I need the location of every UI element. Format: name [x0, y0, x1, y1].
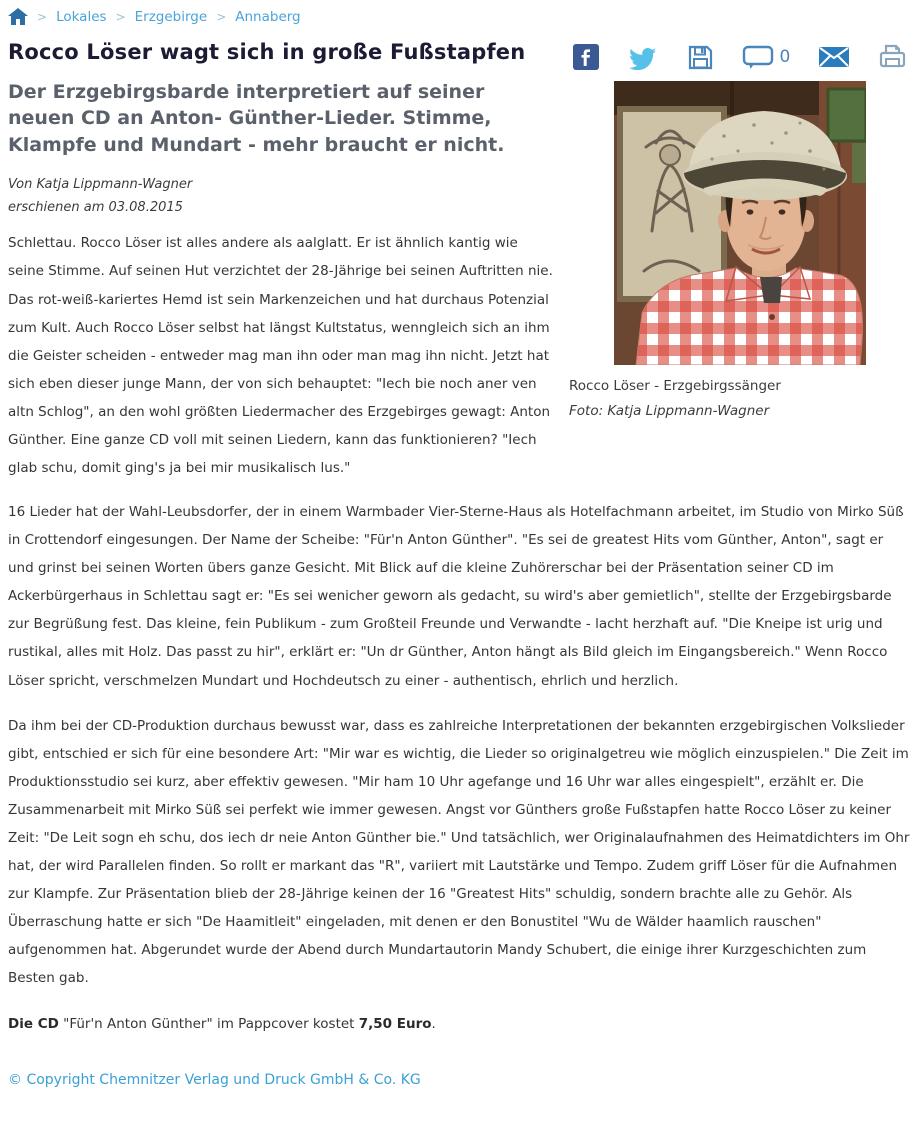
breadcrumb [8, 8, 913, 26]
breadcrumb-item-lokales[interactable]: Lokales [56, 9, 107, 25]
breadcrumb-separator: > [37, 10, 48, 24]
share-toolbar [567, 40, 913, 72]
article-subtitle: Der Erzgebirgsbarde interpretiert auf seiner neuen CD an Anton- Günther-Lieder. Stimme, Klampfe und Mundart - mehr braucht er nicht. [8, 81, 505, 156]
photo-caption: Rocco Löser - Erzgebirgssänger [569, 378, 781, 394]
article-paragraph-2: 16 Lieder hat der Wahl-Leubsdorfer, der in einem Warmbader Vier-Sterne-Haus als Hotelfachmann arbeitet, im Studio von Mirko Süß in Crottendorf eingesungen. Der Name der Scheibe: "Für'n Anton Günther". "Es sei de greatest Hits vom Günther, Anton", sagt er und grinst bei seinen Worten übers ganze Gesicht. Mit Blick auf die kleine Zuhörerschar bei der Präsentation seiner CD im Ackerbürgerhaus in Schlettau sagt er: "Es sei wenicher geworn als gedacht, su wird's aber gemietlich", stellte der Erzgebirgsbarde zur Begrüßung fest. Das kleine, fein Publikum - zum Großteil Freunde und Verwandte - lacht herzhaft auf. "Die Kneipe ist urig und rustikal, alles mit Holz. Das passt zu hir", erklärt er: "Un dr Günther, Anton hängt als Bild gleich im Eingangsbereich." Wenn Rocco Löser spricht, verschmelzen Mundart und Hochdeutsch zu einer - authentisch, ehrlich und herzlich. [8, 504, 904, 689]
facebook-icon [573, 44, 599, 70]
save-disk-icon [687, 44, 714, 71]
print-button[interactable] [878, 43, 907, 71]
photo-credit: Foto: Katja Lippmann-Wagner [569, 403, 770, 419]
save-button[interactable] [687, 44, 714, 71]
breadcrumb-separator: > [115, 10, 126, 24]
author-line: Von Katja Lippmann-Wagner [8, 176, 193, 192]
page-title: Rocco Löser wagt sich in große Fußstapfen [8, 40, 526, 64]
article-body [8, 498, 913, 1088]
home-icon[interactable] [8, 8, 28, 26]
breadcrumb-separator: > [216, 10, 227, 24]
comment-bubble-icon [742, 44, 774, 71]
comments-button[interactable] [742, 44, 790, 71]
byline [8, 174, 553, 220]
cd-price-body: "Für'n Anton Günther" im Pappcover kostet [58, 1016, 359, 1033]
twitter-icon [628, 44, 658, 70]
article-media-column [567, 40, 913, 482]
cd-price-value: 7,50 Euro [358, 1016, 432, 1033]
cd-price-lead: Die CD [8, 1016, 59, 1033]
twitter-share-button[interactable] [628, 44, 658, 70]
comment-count: 0 [779, 47, 791, 67]
cd-price-line [8, 1011, 913, 1038]
facebook-share-button[interactable] [573, 44, 599, 70]
copyright-line [8, 1072, 913, 1088]
article-lead-column [8, 40, 553, 482]
email-share-button[interactable] [819, 45, 849, 69]
article-photo [614, 81, 866, 365]
email-envelope-icon [819, 45, 849, 69]
article-paragraph-1: Schlettau. Rocco Löser ist alles andere als aalglatt. Er ist ähnlich kantig wie seine Stimme. Auf seinen Hut verzichtet der 28-Jährige bei seinen Auftritten nie. Das rot-weiß-kariertes Hemd ist sein Markenzeichen und hat durchaus Potenzial zum Kult. Auch Rocco Löser selbst hat längst Kultstatus, wenngleich sich an ihm die Geister scheiden - entweder mag man ihn oder man mag ihn nicht. Jetzt hat sich eben dieser junge Mann, der von sich behauptet: "Iech bie noch aner ven altn Schlog", an den wohl größten Liedermacher des Erzgebirges gewagt: Anton Günther. Eine ganze CD voll mit seinen Liedern, kann das funktionieren? "Iech glab schu, domit ging's ja bei mir musikalisch lus." [8, 235, 553, 476]
printer-icon [878, 43, 907, 71]
cd-price-end: . [431, 1016, 436, 1033]
published-line: erschienen am 03.08.2015 [8, 199, 183, 215]
breadcrumb-item-erzgebirge[interactable]: Erzgebirge [134, 9, 208, 25]
copyright-link[interactable]: © Copyright Chemnitzer Verlag und Druck GmbH & Co. KG [8, 1072, 421, 1089]
article-paragraph-3: Da ihm bei der CD-Produktion durchaus bewusst war, dass es zahlreiche Interpretationen der bekannten erzgebirgischen Volkslieder gibt, entschied er sich für eine besondere Art: "Mir war es wichtig, die Lieder so originalgetreu wie möglich einzuspielen." Die Zeit im Produktionsstudio sei kurz, aber effektiv gewesen. "Mir ham 10 Uhr agefange und 16 Uhr war alles eingespielt", erzählt er. Die Zusammenarbeit mit Mirko Süß sei perfekt wie immer gewesen. Angst vor Günthers große Fußstapfen hatte Rocco Löser zu keiner Zeit: "De Leit sogn eh schu, dos iech dr neie Anton Günther bie." Und tatsächlich, wer Originalaufnahmen des Heimatdichters im Ohr hat, der wird Parallelen finden. So rollt er markant das "R", variiert mit Lautstärke und Tempo. Zudem griff Löser für die Aufnahmen zur Klampfe. Zur Präsentation blieb der 28-Jährige keinen der 16 "Greatest Hits" schuldig, sondern brachte alle zu Gehör. Als Überraschung hatte er sich "De Haamitleit" eingeladen, mit denen er den Bonustitel "Wu de Wälder haamlich rauschen" aufgenommen hat. Abgerundet wurde der Abend durch Mundartautorin Mandy Schubert, die einige ihrer Kurzgeschichten zum Besten gab. [8, 717, 910, 987]
breadcrumb-item-annaberg[interactable]: Annaberg [235, 9, 301, 25]
